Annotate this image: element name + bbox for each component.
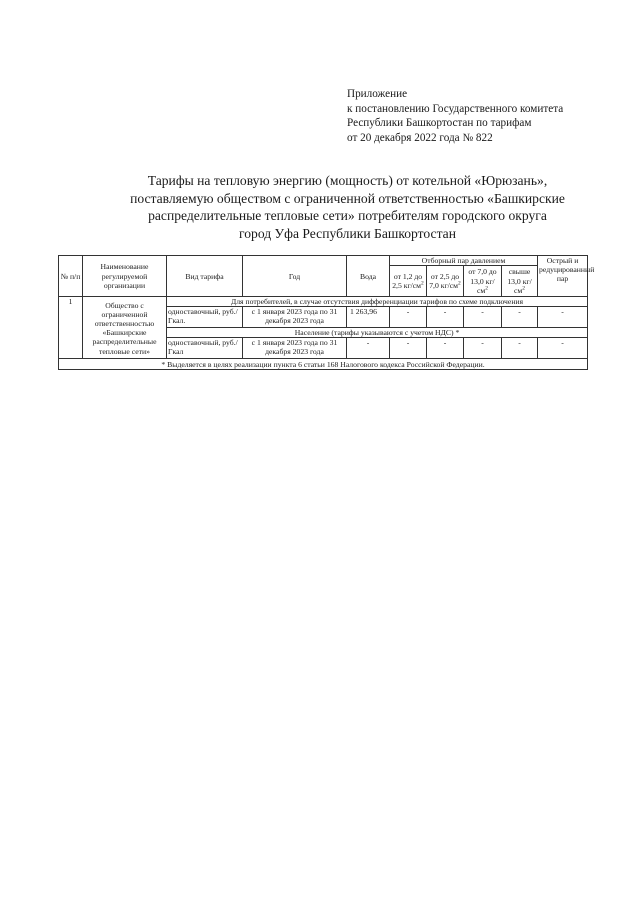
header-steam-group: Отборный пар давлением <box>390 256 538 266</box>
tariff-type-cell: одноставочный, руб./Гкал <box>167 338 243 359</box>
steam-value: - <box>427 307 464 328</box>
water-value: 1 263,96 <box>347 307 390 328</box>
section-title: Для потребителей, в случае отсутствия дифференциации тарифов по схеме подключения <box>167 297 588 307</box>
tariff-type-cell: одноставочный, руб./Гкал. <box>167 307 243 328</box>
header-steam-4 <box>502 266 538 297</box>
steam-value: - <box>464 338 502 359</box>
appendix-line: к постановлению Государственного комитета <box>347 102 564 115</box>
appendix-block <box>347 87 632 145</box>
appendix-line: от 20 декабря 2022 года № 822 <box>347 131 493 144</box>
title-line: Тарифы на тепловую энергию (мощность) от котельной «Юрюзань», <box>147 173 548 188</box>
row-num: 1 <box>59 297 83 359</box>
header-steam-3 <box>464 266 502 297</box>
steam-value: - <box>502 338 538 359</box>
sharp-steam-value: - <box>538 338 588 359</box>
org-name: Общество с ограниченной ответственностью «Башкирские распределительные тепловые сети» <box>83 297 167 359</box>
header-sharp-steam: Острый и редуцированный пар <box>538 256 588 297</box>
period-cell: с 1 января 2023 года по 31 декабря 2023 года <box>243 338 347 359</box>
steam-value: - <box>502 307 538 328</box>
title-line: город Уфа Республики Башкортостан <box>239 225 456 241</box>
header-steam-1-label: от 1,2 до 2,5 кг/см <box>392 272 423 291</box>
steam-value: - <box>427 338 464 359</box>
footnote: * Выделяется в целях реализации пункта 6 статьи 168 Налогового кодекса Российской Федерации. <box>59 359 588 370</box>
header-tariff-type: Вид тарифа <box>167 256 243 297</box>
header-steam-3-sup: 2 <box>485 285 489 292</box>
footnote-row <box>59 359 588 370</box>
header-steam-3-label: от 7,0 до 13,0 кг/см <box>468 267 497 295</box>
steam-value: - <box>464 307 502 328</box>
header-steam-1 <box>390 266 427 297</box>
header-org: Наименование регулируемой организации <box>83 256 167 297</box>
header-steam-1-sup: 2 <box>421 280 424 287</box>
header-steam-2-label: от 2,5 до 7,0 кг/см <box>429 272 460 291</box>
header-steam-4-sup: 2 <box>522 285 526 292</box>
header-steam-2 <box>427 266 464 297</box>
appendix-line: Приложение <box>347 88 408 100</box>
appendix-line: Республики Башкортостан по тарифам <box>347 117 532 130</box>
title-line: распределительные тепловые сети» потребителям городского округа <box>148 208 547 224</box>
steam-value: - <box>390 338 427 359</box>
section-row <box>59 297 588 307</box>
tariff-table <box>58 255 595 370</box>
header-steam-2-sup: 2 <box>458 280 461 287</box>
header-row <box>59 256 588 266</box>
header-num: № п/п <box>59 256 83 297</box>
document-title <box>80 172 615 242</box>
water-value: - <box>347 338 390 359</box>
title-line: поставляемую обществом с ограниченной ответственностью «Башкирские <box>130 190 565 206</box>
steam-value: - <box>390 307 427 328</box>
header-steam-4-label: свыше 13,0 кг/см <box>507 267 532 295</box>
section-title: Население (тарифы указываются с учетом НДС) * <box>167 328 588 338</box>
period-cell: с 1 января 2023 года по 31 декабря 2023 года <box>243 307 347 328</box>
header-water: Вода <box>347 256 390 297</box>
header-year: Год <box>243 256 347 297</box>
sharp-steam-value: - <box>538 307 588 328</box>
